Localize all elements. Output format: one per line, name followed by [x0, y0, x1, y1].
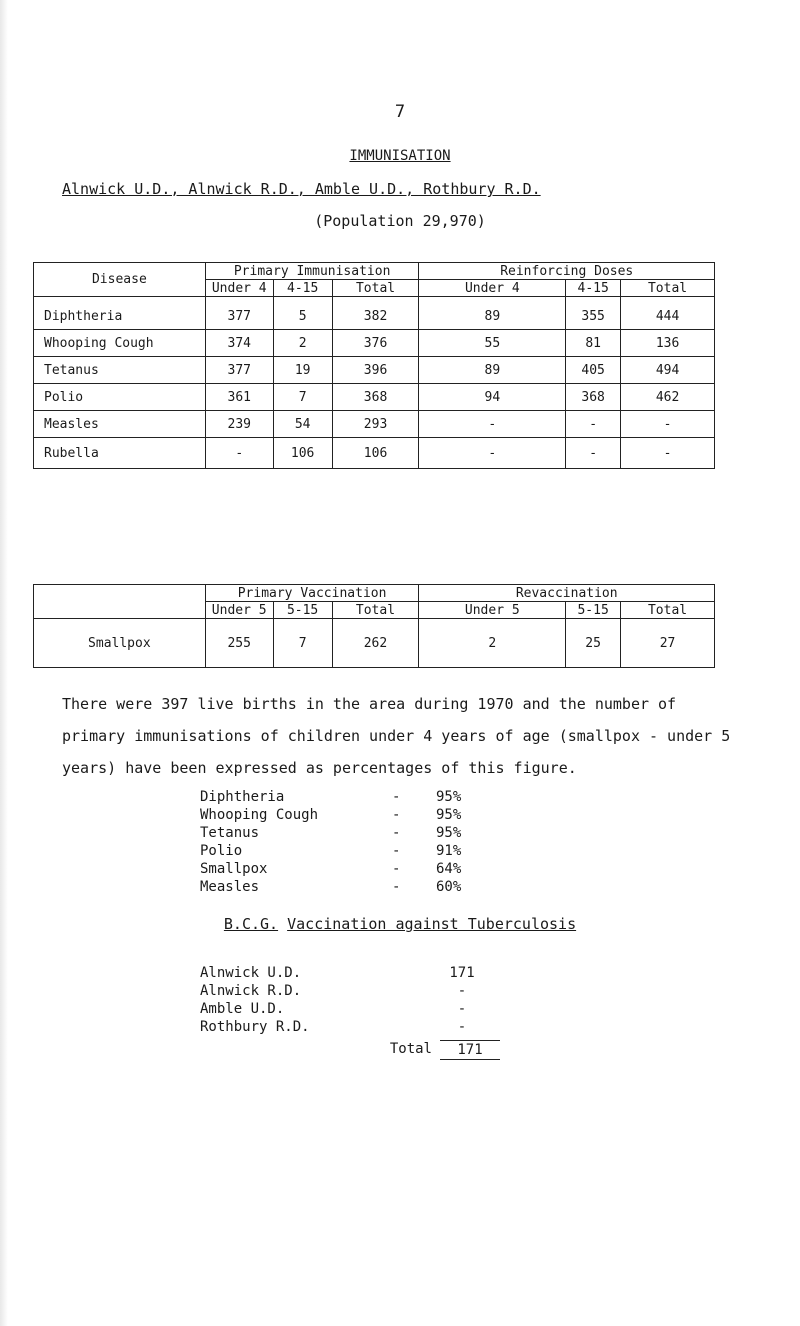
table-cell: 374 — [205, 330, 273, 357]
table-cell: - — [566, 438, 621, 469]
dash-separator: - — [392, 879, 401, 895]
table-cell: 239 — [205, 411, 273, 438]
disease-name: Tetanus — [34, 357, 206, 384]
page-spine-shadow — [0, 0, 8, 1326]
table-cell: 89 — [419, 357, 566, 384]
table-cell: - — [205, 438, 273, 469]
table-cell: 7 — [273, 384, 332, 411]
table-cell: 368 — [332, 384, 419, 411]
bcg-total-row — [200, 1040, 500, 1060]
list-item — [200, 878, 461, 896]
percentage-label: Polio — [200, 843, 243, 859]
table-cell: 25 — [566, 619, 621, 668]
bcg-heading-text: Vaccination against Tuberculosis — [287, 915, 577, 933]
percentage-label: Measles — [200, 879, 260, 895]
blank-header-cell — [34, 585, 206, 619]
table-cell: 19 — [273, 357, 332, 384]
table-cell: 54 — [273, 411, 332, 438]
district-value: - — [457, 983, 467, 999]
column-header: Total — [621, 280, 715, 297]
district-value: - — [457, 1019, 467, 1035]
table-cell: 396 — [332, 357, 419, 384]
table-cell: 55 — [419, 330, 566, 357]
vaccination-table — [33, 584, 715, 668]
table-cell: 376 — [332, 330, 419, 357]
table-cell: - — [621, 438, 715, 469]
paragraph-line: There were 397 live births in the area during 1970 and the number of — [62, 695, 677, 713]
column-header: Total — [621, 602, 715, 619]
table-cell: 262 — [332, 619, 419, 668]
district-label: Alnwick U.D. — [200, 965, 302, 981]
disease-name: Whooping Cough — [34, 330, 206, 357]
dash-separator: - — [392, 843, 401, 859]
column-header: Under 5 — [419, 602, 566, 619]
table-cell: - — [419, 438, 566, 469]
disease-name: Smallpox — [34, 619, 206, 668]
district-value: - — [457, 1001, 467, 1017]
disease-header: Disease — [34, 263, 206, 297]
births-paragraph — [62, 688, 742, 784]
column-header: 5-15 — [273, 602, 332, 619]
percentage-value: 95% — [436, 789, 462, 805]
list-item — [200, 842, 461, 860]
paragraph-line: primary immunisations of children under 4 years of age (smallpox - under 5 — [62, 727, 731, 745]
reinforcing-doses-header: Reinforcing Doses — [419, 263, 715, 280]
table-cell: 2 — [419, 619, 566, 668]
table-cell: 94 — [419, 384, 566, 411]
table-cell: 377 — [205, 357, 273, 384]
table-cell: 368 — [566, 384, 621, 411]
column-header: Total — [332, 602, 419, 619]
bcg-prefix: B.C.G. — [223, 915, 279, 933]
list-item — [200, 1000, 500, 1018]
table-cell: 7 — [273, 619, 332, 668]
total-value: 171 — [440, 1040, 500, 1060]
disease-name: Rubella — [34, 438, 206, 469]
page-number: 7 — [394, 102, 406, 122]
table-cell: 81 — [566, 330, 621, 357]
table-cell: 355 — [566, 297, 621, 330]
table-cell: 2 — [273, 330, 332, 357]
paragraph-line: years) have been expressed as percentages of this figure. — [62, 759, 577, 777]
population-line: (Population 29,970) — [314, 212, 486, 230]
percentage-list — [200, 788, 461, 896]
district-label: Amble U.D. — [200, 1001, 285, 1017]
page-title: IMMUNISATION — [349, 148, 451, 164]
table-row — [34, 438, 715, 469]
table-cell: - — [621, 411, 715, 438]
table-row — [34, 330, 715, 357]
total-label: Total — [389, 1041, 432, 1057]
revaccination-header: Revaccination — [419, 585, 715, 602]
disease-name: Measles — [34, 411, 206, 438]
table-row — [34, 297, 715, 330]
table-cell: - — [566, 411, 621, 438]
column-header: Under 5 — [205, 602, 273, 619]
primary-vaccination-header: Primary Vaccination — [205, 585, 419, 602]
table-cell: 89 — [419, 297, 566, 330]
dash-separator: - — [392, 807, 401, 823]
table-cell: 27 — [621, 619, 715, 668]
table-cell: 494 — [621, 357, 715, 384]
column-header: 4-15 — [566, 280, 621, 297]
immunisation-table — [33, 262, 715, 469]
table-row — [34, 384, 715, 411]
disease-name: Diphtheria — [34, 297, 206, 330]
table-cell: 136 — [621, 330, 715, 357]
percentage-value: 91% — [436, 843, 462, 859]
percentage-label: Tetanus — [200, 825, 260, 841]
table-cell: 106 — [332, 438, 419, 469]
column-header: 5-15 — [566, 602, 621, 619]
dash-separator: - — [392, 825, 401, 841]
table-cell: 382 — [332, 297, 419, 330]
districts-line: Alnwick U.D., Alnwick R.D., Amble U.D., Rothbury R.D. — [62, 180, 541, 198]
list-item — [200, 860, 461, 878]
table-cell: 255 — [205, 619, 273, 668]
table-cell: 293 — [332, 411, 419, 438]
table-row — [34, 411, 715, 438]
table-cell: - — [419, 411, 566, 438]
bcg-heading — [0, 915, 800, 933]
table-cell: 5 — [273, 297, 332, 330]
list-item — [200, 788, 461, 806]
percentage-value: 95% — [436, 825, 462, 841]
column-header: Total — [332, 280, 419, 297]
primary-immunisation-header: Primary Immunisation — [205, 263, 419, 280]
table-row — [34, 619, 715, 668]
percentage-label: Whooping Cough — [200, 807, 319, 823]
percentage-label: Diphtheria — [200, 789, 285, 805]
list-item — [200, 806, 461, 824]
percentage-label: Smallpox — [200, 861, 268, 877]
table-cell: 106 — [273, 438, 332, 469]
district-label: Rothbury R.D. — [200, 1019, 310, 1035]
district-label: Alnwick R.D. — [200, 983, 302, 999]
district-value: 171 — [449, 965, 475, 981]
disease-name: Polio — [34, 384, 206, 411]
dash-separator: - — [392, 789, 401, 805]
list-item — [200, 824, 461, 842]
column-header: Under 4 — [205, 280, 273, 297]
bcg-list — [200, 964, 500, 1060]
list-item — [200, 964, 500, 982]
table-cell: 361 — [205, 384, 273, 411]
list-item — [200, 1018, 500, 1036]
table-cell: 377 — [205, 297, 273, 330]
dash-separator: - — [392, 861, 401, 877]
column-header: 4-15 — [273, 280, 332, 297]
table-row — [34, 357, 715, 384]
percentage-value: 60% — [436, 879, 462, 895]
list-item — [200, 982, 500, 1000]
table-cell: 462 — [621, 384, 715, 411]
table-cell: 405 — [566, 357, 621, 384]
percentage-value: 95% — [436, 807, 462, 823]
column-header: Under 4 — [419, 280, 566, 297]
table-cell: 444 — [621, 297, 715, 330]
percentage-value: 64% — [436, 861, 462, 877]
